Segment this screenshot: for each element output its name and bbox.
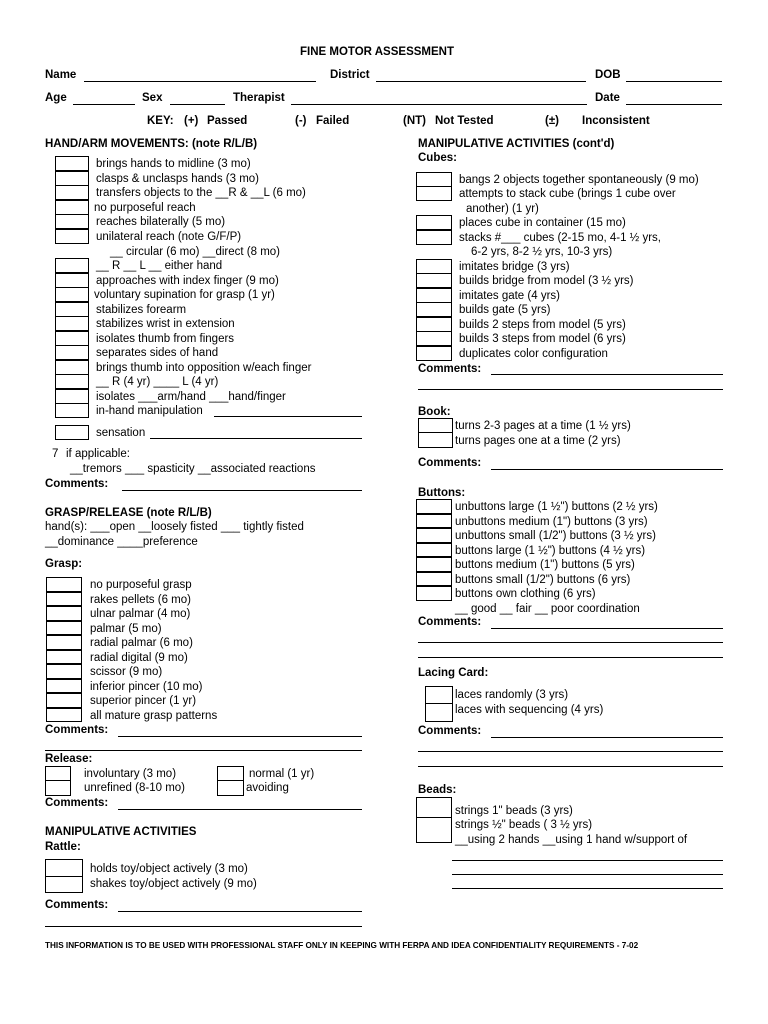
release-comments-label: Comments: — [45, 797, 109, 809]
cube-item-checkbox[interactable] — [416, 288, 452, 303]
beads-half-inch: strings ½" beads ( 3 ½ yrs) — [455, 819, 593, 831]
hand-arm-item-label: in-hand manipulation — [96, 405, 203, 417]
cube-item-label: bangs 2 objects together spontaneously (9 mo) — [459, 174, 699, 186]
beads-line-2[interactable] — [452, 874, 723, 875]
hand-arm-item-label: __ R __ L __ either hand — [96, 260, 223, 272]
button-item-checkbox[interactable] — [416, 543, 452, 558]
grasp-item-checkbox[interactable] — [46, 577, 82, 592]
hand-arm-item-checkbox[interactable] — [55, 403, 89, 418]
button-item-checkbox[interactable] — [416, 586, 452, 601]
grasp-item-checkbox[interactable] — [46, 650, 82, 665]
grasp-release-heading: GRASP/RELEASE (note R/L/B) — [45, 507, 212, 519]
age-field[interactable] — [73, 104, 135, 105]
hand-arm-item-label: approaches with index finger (9 mo) — [96, 275, 279, 287]
lacing-checkbox[interactable] — [425, 686, 453, 722]
hand-arm-item-label: brings hands to midline (3 mo) — [96, 158, 251, 170]
grasp-heading: Grasp: — [45, 558, 83, 570]
hand-arm-item-label: reaches bilaterally (5 mo) — [96, 216, 226, 228]
grasp-item-label: superior pincer (1 yr) — [90, 695, 197, 707]
hand-arm-item-checkbox[interactable] — [55, 273, 89, 288]
grasp-item-checkbox[interactable] — [46, 635, 82, 650]
grasp-item-checkbox[interactable] — [46, 708, 82, 723]
cube-item-label: another) (1 yr) — [466, 203, 539, 215]
rattle-shakes: shakes toy/object actively (9 mo) — [90, 878, 257, 890]
buttons-comments-line-2[interactable] — [418, 642, 723, 643]
lacing-comments-line-1[interactable] — [491, 737, 723, 738]
hand-arm-item-label: __ circular (6 mo) __direct (8 mo) — [110, 246, 280, 258]
beads-heading: Beads: — [418, 784, 457, 796]
cube-item-label: imitates gate (4 yrs) — [459, 290, 560, 302]
book-heading: Book: — [418, 406, 451, 418]
beads-line-3[interactable] — [452, 888, 723, 889]
cube-item-label: 6-2 yrs, 8-2 ½ yrs, 10-3 yrs) — [471, 246, 613, 258]
lacing-comments-line-3[interactable] — [418, 766, 723, 767]
footer-notice: THIS INFORMATION IS TO BE USED WITH PROFESSIONAL STAFF ONLY IN KEEPING WITH FERPA AND IDEA CONFIDENTIALITY REQUIREMENTS - 7-02 — [45, 941, 639, 950]
hand-arm-item-checkbox[interactable] — [55, 425, 89, 440]
grasp-item-checkbox[interactable] — [46, 621, 82, 636]
button-item-label: unbuttons small (1/2") buttons (3 ½ yrs) — [455, 530, 656, 542]
book-item-1: turns 2-3 pages at a time (1 ½ yrs) — [455, 420, 631, 432]
hand-arm-comments-label: Comments: — [45, 478, 109, 490]
hand-arm-item-checkbox[interactable] — [55, 229, 89, 244]
release-heading: Release: — [45, 753, 93, 765]
hand-arm-item-checkbox[interactable] — [55, 374, 89, 389]
cube-item-label: imitates bridge (3 yrs) — [459, 261, 570, 273]
dob-field[interactable] — [626, 81, 722, 82]
book-divider — [418, 432, 453, 433]
hand-arm-item-checkbox[interactable] — [55, 258, 89, 273]
cube-item-checkbox[interactable] — [416, 273, 452, 288]
hand-arm-item-label: clasps & unclasps hands (3 mo) — [96, 173, 259, 185]
cube-item-checkbox[interactable] — [416, 331, 452, 346]
grasp-comments-line-2[interactable] — [45, 750, 362, 751]
name-label: Name — [45, 69, 77, 81]
sensation-line[interactable] — [150, 438, 362, 439]
applicable-items: __tremors ___ spasticity __associated reactions — [70, 463, 316, 475]
cube-item-checkbox[interactable] — [416, 302, 452, 317]
hand-arm-item-checkbox[interactable] — [55, 200, 89, 215]
cube-item-checkbox[interactable] — [416, 230, 452, 245]
date-label: Date — [595, 92, 620, 104]
release-normal: normal (1 yr) — [249, 768, 315, 780]
grasp-item-label: rakes pellets (6 mo) — [90, 593, 191, 606]
button-item-checkbox[interactable] — [416, 572, 452, 587]
cubes-comments-line-2[interactable] — [418, 389, 723, 390]
cube-item-label: builds 2 steps from model (5 yrs) — [459, 319, 626, 331]
age-label: Age — [45, 92, 67, 104]
cube-item-label: attempts to stack cube (brings 1 cube over — [459, 188, 676, 200]
cube-item-checkbox[interactable] — [416, 317, 452, 332]
key-passed: Passed — [207, 115, 248, 127]
book-comments-line[interactable] — [491, 469, 723, 470]
button-item-label: __ good __ fair __ poor coordination — [455, 602, 640, 615]
release-comments-line[interactable] — [118, 809, 362, 810]
hand-arm-item-checkbox[interactable] — [55, 331, 89, 346]
button-item-checkbox[interactable] — [416, 528, 452, 543]
grasp-item-label: radial palmar (6 mo) — [90, 637, 193, 649]
beads-line-1[interactable] — [452, 860, 723, 861]
button-item-label: buttons medium (1") buttons (5 yrs) — [455, 559, 635, 571]
book-comments-label: Comments: — [418, 457, 482, 469]
beads-hands: __using 2 hands __using 1 hand w/support of — [455, 834, 688, 846]
key-failed-symbol: (-) — [295, 115, 307, 127]
hand-arm-item-label: brings thumb into opposition w/each finger — [96, 362, 312, 374]
lacing-comments-label: Comments: — [418, 725, 482, 737]
button-item-label: unbuttons large (1 ½") buttons (2 ½ yrs) — [455, 501, 658, 513]
hand-arm-item-checkbox[interactable] — [55, 156, 89, 171]
hand-arm-item-label: unilateral reach (note G/F/P) — [96, 231, 242, 243]
grasp-item-label: palmar (5 mo) — [90, 622, 162, 635]
hand-arm-item-label: isolates ___arm/hand ___hand/finger — [96, 391, 286, 403]
key-nt-symbol: (NT) — [403, 115, 426, 127]
rattle-holds: holds toy/object actively (3 mo) — [90, 863, 248, 875]
date-field[interactable] — [626, 104, 722, 105]
cubes-comments-line-1[interactable] — [491, 374, 723, 375]
cubes-comments-label: Comments: — [418, 363, 482, 375]
release-unrefined: unrefined (8-10 mo) — [84, 782, 185, 794]
hand-arm-item-label: sensation — [96, 427, 146, 439]
rattle-comments-line-1[interactable] — [118, 911, 362, 912]
beads-divider — [416, 817, 452, 818]
lacing-divider — [425, 703, 453, 704]
book-item-2: turns pages one at a time (2 yrs) — [455, 435, 621, 447]
cube-item-checkbox[interactable] — [416, 172, 452, 187]
grasp-item-checkbox[interactable] — [46, 679, 82, 694]
dob-label: DOB — [595, 69, 621, 81]
key-label: KEY: — [147, 115, 174, 127]
grasp-item-checkbox[interactable] — [46, 664, 82, 679]
key-inconsistent-symbol: (±) — [545, 115, 559, 127]
lacing-heading: Lacing Card: — [418, 667, 489, 679]
grasp-comments-line-1[interactable] — [118, 736, 362, 737]
release-right-divider — [217, 780, 244, 781]
cube-item-checkbox[interactable] — [416, 259, 452, 274]
hand-arm-item-checkbox[interactable] — [55, 302, 89, 317]
district-label: District — [330, 69, 370, 81]
cube-item-label: builds bridge from model (3 ½ yrs) — [459, 275, 634, 287]
grasp-item-checkbox[interactable] — [46, 592, 82, 607]
beads-checkbox[interactable] — [416, 797, 452, 843]
rattle-comments-line-2[interactable] — [45, 926, 362, 927]
button-item-label: buttons small (1/2") buttons (6 yrs) — [455, 573, 631, 586]
hand-arm-item-label: stabilizes wrist in extension — [96, 318, 235, 330]
hand-arm-item-checkbox[interactable] — [55, 171, 89, 186]
rattle-heading: Rattle: — [45, 841, 81, 853]
hand-arm-item-checkbox[interactable] — [55, 345, 89, 360]
button-item-label: unbuttons medium (1") buttons (3 yrs) — [455, 515, 648, 528]
hand-arm-item-label: separates sides of hand — [96, 347, 219, 359]
buttons-comments-line-1[interactable] — [491, 628, 723, 629]
release-involuntary: involuntary (3 mo) — [84, 768, 177, 780]
hand-arm-item-checkbox[interactable] — [55, 287, 89, 302]
in-hand-manipulation-line[interactable] — [214, 416, 362, 417]
sex-label: Sex — [142, 92, 163, 104]
cube-item-label: duplicates color configuration — [459, 348, 608, 360]
therapist-label: Therapist — [233, 92, 285, 104]
grasp-item-label: no purposeful grasp — [90, 579, 192, 591]
hands-line: hand(s): ___open __loosely fisted ___ tightly fisted — [45, 521, 304, 533]
button-item-checkbox[interactable] — [416, 499, 452, 514]
buttons-heading: Buttons: — [418, 487, 466, 499]
release-avoiding: avoiding — [246, 782, 289, 794]
beads-1inch: strings 1" beads (3 yrs) — [455, 805, 573, 817]
release-right-checkbox[interactable] — [217, 766, 244, 796]
hand-arm-item-label: no purposeful reach — [94, 202, 196, 214]
manipulative-contd-heading: MANIPULATIVE ACTIVITIES (cont'd) — [418, 138, 615, 150]
lacing-comments-line-2[interactable] — [418, 751, 723, 752]
manipulative-heading: MANIPULATIVE ACTIVITIES — [45, 826, 197, 838]
cube-item-checkbox[interactable] — [416, 186, 452, 201]
sex-field[interactable] — [170, 104, 225, 105]
hand-arm-item-checkbox[interactable] — [55, 316, 89, 331]
therapist-field[interactable] — [291, 104, 587, 105]
buttons-comments-line-3[interactable] — [418, 657, 723, 658]
cube-item-checkbox[interactable] — [416, 215, 452, 230]
button-item-checkbox[interactable] — [416, 557, 452, 572]
cubes-heading: Cubes: — [418, 152, 457, 164]
hand-arm-item-label: isolates thumb from fingers — [96, 333, 235, 345]
key-failed: Failed — [316, 115, 350, 127]
lacing-randomly: laces randomly (3 yrs) — [455, 689, 569, 701]
grasp-item-label: scissor (9 mo) — [90, 666, 163, 678]
release-left-checkbox[interactable] — [45, 766, 71, 796]
hand-arm-item-label: __ R (4 yr) ____ L (4 yr) — [96, 376, 219, 388]
cube-item-label: builds gate (5 yrs) — [459, 304, 551, 316]
dominance-line: __dominance ____preference — [45, 536, 198, 548]
hand-arm-item-label: voluntary supination for grasp (1 yr) — [94, 289, 275, 301]
hand-arm-item-checkbox[interactable] — [55, 185, 89, 200]
release-left-divider — [45, 780, 71, 781]
hand-arm-heading: HAND/ARM MOVEMENTS: (note R/L/B) — [45, 138, 258, 150]
page-title: FINE MOTOR ASSESSMENT — [300, 46, 454, 58]
button-item-label: buttons large (1 ½") buttons (4 ½ yrs) — [455, 544, 646, 557]
grasp-item-label: ulnar palmar (4 mo) — [90, 608, 191, 620]
district-field[interactable] — [376, 81, 586, 82]
cube-item-label: places cube in container (15 mo) — [459, 217, 626, 229]
lacing-sequencing: laces with sequencing (4 yrs) — [455, 704, 604, 716]
hand-arm-item-label: transfers objects to the __R & __L (6 mo) — [96, 187, 306, 199]
rattle-divider — [45, 876, 83, 877]
grasp-item-label: inferior pincer (10 mo) — [90, 680, 203, 693]
cube-item-label: stacks #___ cubes (2-15 mo, 4-1 ½ yrs, — [459, 232, 661, 244]
grasp-item-checkbox[interactable] — [46, 693, 82, 708]
applicable-label: if applicable: — [66, 448, 130, 460]
button-item-checkbox[interactable] — [416, 514, 452, 529]
hand-arm-item-checkbox[interactable] — [55, 360, 89, 375]
rattle-comments-label: Comments: — [45, 899, 109, 911]
hand-arm-item-checkbox[interactable] — [55, 389, 89, 404]
cube-item-label: builds 3 steps from model (6 yrs) — [459, 333, 626, 345]
cube-item-checkbox[interactable] — [416, 346, 452, 361]
name-field[interactable] — [84, 81, 316, 82]
applicable-mark: 7 — [52, 448, 59, 460]
key-not-tested: Not Tested — [435, 115, 494, 127]
hand-arm-item-checkbox[interactable] — [55, 214, 89, 229]
grasp-comments-label: Comments: — [45, 724, 109, 736]
key-inconsistent: Inconsistent — [582, 115, 650, 127]
grasp-item-label: all mature grasp patterns — [90, 709, 218, 722]
button-item-label: buttons own clothing (6 yrs) — [455, 588, 596, 600]
grasp-item-checkbox[interactable] — [46, 606, 82, 621]
hand-arm-comments-line[interactable] — [122, 490, 362, 491]
buttons-comments-label: Comments: — [418, 616, 482, 628]
key-passed-symbol: (+) — [184, 115, 199, 127]
book-checkbox[interactable] — [418, 418, 453, 448]
hand-arm-item-label: stabilizes forearm — [96, 304, 187, 316]
grasp-item-label: radial digital (9 mo) — [90, 651, 188, 664]
